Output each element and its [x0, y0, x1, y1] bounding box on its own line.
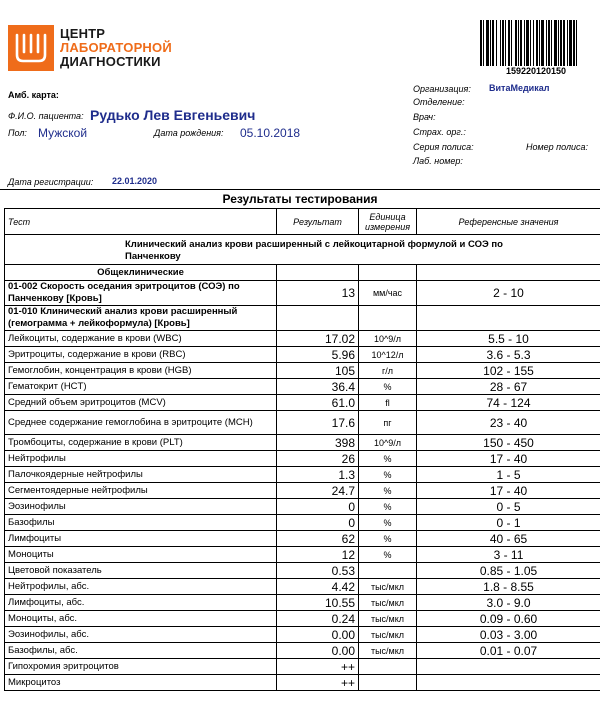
esr-ref: 2 - 10	[417, 281, 600, 306]
row-ref: 3.0 - 9.0	[417, 595, 600, 611]
row-ref: 1 - 5	[417, 467, 600, 483]
barcode-bar	[490, 20, 491, 66]
row-name: Моноциты	[5, 547, 277, 563]
row-result: 62	[277, 531, 359, 547]
row-unit: %	[359, 547, 417, 563]
row-ref: 0.03 - 3.00	[417, 627, 600, 643]
table-row	[5, 579, 600, 595]
row-ref: 1.8 - 8.55	[417, 579, 600, 595]
barcode-bar	[536, 20, 538, 66]
col-unit-header: Единица измерения	[359, 209, 417, 235]
lab-logo	[8, 25, 172, 71]
row-result: 12	[277, 547, 359, 563]
table-row	[5, 515, 600, 531]
row-name: Эозинофилы	[5, 499, 277, 515]
esr-name: 01-002 Скорость оседания эритроцитов (СОЭ) по Панченкову [Кровь]	[5, 281, 277, 306]
row-result: ++	[277, 675, 359, 691]
row-name: Базофилы	[5, 515, 277, 531]
row-unit: %	[359, 451, 417, 467]
row-unit: %	[359, 499, 417, 515]
row-result: 105	[277, 363, 359, 379]
row-unit	[359, 659, 417, 675]
row-name: Гемоглобин, концентрация в крови (HGB)	[5, 363, 277, 379]
row-ref: 0.09 - 0.60	[417, 611, 600, 627]
row-result: 0.53	[277, 563, 359, 579]
barcode-bar	[511, 20, 512, 66]
table-row	[5, 531, 600, 547]
row-unit: тыс/мкл	[359, 627, 417, 643]
patient-label: Ф.И.О. пациента:	[8, 111, 84, 121]
row-unit	[359, 675, 417, 691]
row-name: Сегментоядерные нейтрофилы	[5, 483, 277, 499]
row-ref: 0.85 - 1.05	[417, 563, 600, 579]
row-unit: тыс/мкл	[359, 595, 417, 611]
row-result: 1.3	[277, 467, 359, 483]
row-ref: 17 - 40	[417, 451, 600, 467]
barcode-bar	[526, 20, 529, 66]
logo-line-3: ДИАГНОСТИКИ	[60, 54, 161, 69]
barcode-bar	[576, 20, 577, 66]
row-name: Эритроциты, содержание в крови (RBC)	[5, 347, 277, 363]
row-ref: 74 - 124	[417, 395, 600, 411]
col-result-header: Результат	[277, 209, 359, 235]
row-name: Палочкоядерные нейтрофилы	[5, 467, 277, 483]
barcode-bar	[508, 20, 510, 66]
panel-title-row	[5, 235, 600, 265]
table-row	[5, 411, 600, 435]
barcode-bar	[524, 20, 525, 66]
row-name: Тромбоциты, содержание в крови (PLT)	[5, 435, 277, 451]
row-name: Эозинофилы, абс.	[5, 627, 277, 643]
patient-name: Рудько Лев Евгеньевич	[90, 107, 256, 123]
barcode-bar	[492, 20, 494, 66]
row-name: Микроцитоз	[5, 675, 277, 691]
barcode-bar	[548, 20, 550, 66]
row-ref: 23 - 40	[417, 411, 600, 435]
barcode-bar	[563, 20, 565, 66]
table-row	[5, 379, 600, 395]
table-row	[5, 467, 600, 483]
row-name: Моноциты, абс.	[5, 611, 277, 627]
barcode-bar	[558, 20, 559, 66]
table-row-esr	[5, 281, 600, 306]
header-divider	[0, 189, 600, 190]
row-result: 0	[277, 515, 359, 531]
row-result: 24.7	[277, 483, 359, 499]
row-ref: 102 - 155	[417, 363, 600, 379]
row-name: Нейтрофилы	[5, 451, 277, 467]
barcode-bar	[480, 20, 482, 66]
policy-number-label: Номер полиса:	[526, 142, 589, 152]
table-row	[5, 395, 600, 411]
row-result: 61.0	[277, 395, 359, 411]
barcode-bar	[515, 20, 517, 66]
barcode-bar	[569, 20, 572, 66]
barcode-bar	[505, 20, 506, 66]
dept-label: Отделение:	[413, 97, 465, 107]
row-ref: 0 - 1	[417, 515, 600, 531]
row-name: Базофилы, абс.	[5, 643, 277, 659]
row-unit: fl	[359, 395, 417, 411]
lab-logo-text	[60, 27, 172, 69]
doctor-label: Врач:	[413, 112, 436, 122]
org-value: ВитаМедикал	[489, 83, 550, 93]
table-row	[5, 563, 600, 579]
row-unit: %	[359, 379, 417, 395]
row-result: 0.00	[277, 627, 359, 643]
row-name: Нейтрофилы, абс.	[5, 579, 277, 595]
table-row	[5, 483, 600, 499]
barcode-bar	[533, 20, 534, 66]
section-title: Общеклинические	[5, 265, 277, 281]
insurer-label: Страх. орг.:	[413, 127, 466, 137]
row-ref: 3 - 11	[417, 547, 600, 563]
row-result: 17.6	[277, 411, 359, 435]
row-result: 10.55	[277, 595, 359, 611]
dob-label: Дата рождения:	[154, 128, 224, 138]
barcode-bar	[546, 20, 547, 66]
row-unit: тыс/мкл	[359, 643, 417, 659]
table-row	[5, 675, 600, 691]
row-ref: 28 - 67	[417, 379, 600, 395]
barcode-bar	[567, 20, 568, 66]
table-row	[5, 595, 600, 611]
row-unit: %	[359, 531, 417, 547]
table-header-row	[5, 209, 600, 235]
barcode-bar	[518, 20, 519, 66]
table-row	[5, 627, 600, 643]
row-ref: 0 - 5	[417, 499, 600, 515]
org-label: Организация:	[413, 84, 471, 94]
row-name: Гематокрит (HCT)	[5, 379, 277, 395]
row-name: Гипохромия эритроцитов	[5, 659, 277, 675]
results-title: Результаты тестирования	[222, 192, 378, 206]
table-row	[5, 363, 600, 379]
table-row	[5, 331, 600, 347]
row-result: 5.96	[277, 347, 359, 363]
row-result: 17.02	[277, 331, 359, 347]
barcode-bar	[554, 20, 557, 66]
table-row	[5, 611, 600, 627]
table-row	[5, 659, 600, 675]
row-name: Лимфоциты, абс.	[5, 595, 277, 611]
barcode	[480, 20, 600, 66]
row-unit: %	[359, 515, 417, 531]
sex-value: Мужской	[38, 126, 88, 140]
row-name: Среднее содержание гемоглобина в эритроците (MCH)	[5, 411, 277, 435]
dob-value: 05.10.2018	[240, 126, 301, 140]
barcode-bar	[502, 20, 504, 66]
barcode-bar	[560, 20, 562, 66]
row-name: Лейкоциты, содержание в крови (WBC)	[5, 331, 277, 347]
row-ref: 40 - 65	[417, 531, 600, 547]
row-unit: тыс/мкл	[359, 611, 417, 627]
barcode-bar	[500, 20, 501, 66]
results-table	[4, 208, 600, 691]
row-unit: пг	[359, 411, 417, 435]
row-unit: %	[359, 467, 417, 483]
barcode-bar	[520, 20, 522, 66]
table-row	[5, 347, 600, 363]
row-unit: 10^9/л	[359, 331, 417, 347]
cbc-title-row	[5, 306, 600, 331]
row-unit: тыс/мкл	[359, 579, 417, 595]
row-ref: 3.6 - 5.3	[417, 347, 600, 363]
row-name: Средний объем эритроцитов (MCV)	[5, 395, 277, 411]
esr-unit: мм/час	[359, 281, 417, 306]
barcode-bar	[541, 20, 544, 66]
barcode-number: 159220120150	[506, 66, 567, 76]
cbc-title: 01-010 Клинический анализ крови расширенный (гемограмма + лейкоформула) [Кровь]	[5, 306, 277, 331]
row-result: 398	[277, 435, 359, 451]
esr-result: 13	[277, 281, 359, 306]
row-unit: г/л	[359, 363, 417, 379]
col-ref-header: Референсные значения	[417, 209, 600, 235]
table-row	[5, 451, 600, 467]
sex-label: Пол:	[8, 128, 27, 138]
col-test-header: Тест	[5, 209, 277, 235]
row-unit: 10^12/л	[359, 347, 417, 363]
row-result: 36.4	[277, 379, 359, 395]
row-ref: 17 - 40	[417, 483, 600, 499]
barcode-bar	[551, 20, 552, 66]
row-unit: 10^9/л	[359, 435, 417, 451]
row-name: Лимфоциты	[5, 531, 277, 547]
logo-line-2: ЛАБОРАТОРНОЙ	[60, 40, 172, 55]
row-unit	[359, 563, 417, 579]
row-ref	[417, 675, 600, 691]
barcode-bar	[486, 20, 489, 66]
barcode-bar	[573, 20, 575, 66]
reg-date-value: 22.01.2020	[112, 176, 158, 186]
panel-title: Клинический анализ крови расширенный с лейкоцитарной формулой и СОЭ по Панченкову	[5, 235, 600, 265]
row-name: Цветовой показатель	[5, 563, 277, 579]
barcode-bar	[539, 20, 540, 66]
row-result: 0	[277, 499, 359, 515]
table-row	[5, 499, 600, 515]
table-row	[5, 435, 600, 451]
amb-card-label: Амб. карта:	[8, 90, 59, 100]
row-result: 26	[277, 451, 359, 467]
policy-series-label: Серия полиса:	[413, 142, 474, 152]
reg-date-label: Дата регистрации:	[8, 177, 94, 187]
row-ref: 5.5 - 10	[417, 331, 600, 347]
lab-logo-icon	[8, 25, 54, 71]
row-result: ++	[277, 659, 359, 675]
row-unit: %	[359, 483, 417, 499]
row-result: 0.00	[277, 643, 359, 659]
table-row	[5, 643, 600, 659]
row-ref: 150 - 450	[417, 435, 600, 451]
table-row	[5, 547, 600, 563]
row-ref	[417, 659, 600, 675]
logo-line-1: ЦЕНТР	[60, 26, 106, 41]
row-result: 4.42	[277, 579, 359, 595]
row-ref: 0.01 - 0.07	[417, 643, 600, 659]
barcode-bar	[483, 20, 484, 66]
row-result: 0.24	[277, 611, 359, 627]
barcode-bar	[530, 20, 531, 66]
section-row	[5, 265, 600, 281]
lab-number-label: Лаб. номер:	[413, 156, 463, 166]
barcode-bar	[496, 20, 497, 66]
